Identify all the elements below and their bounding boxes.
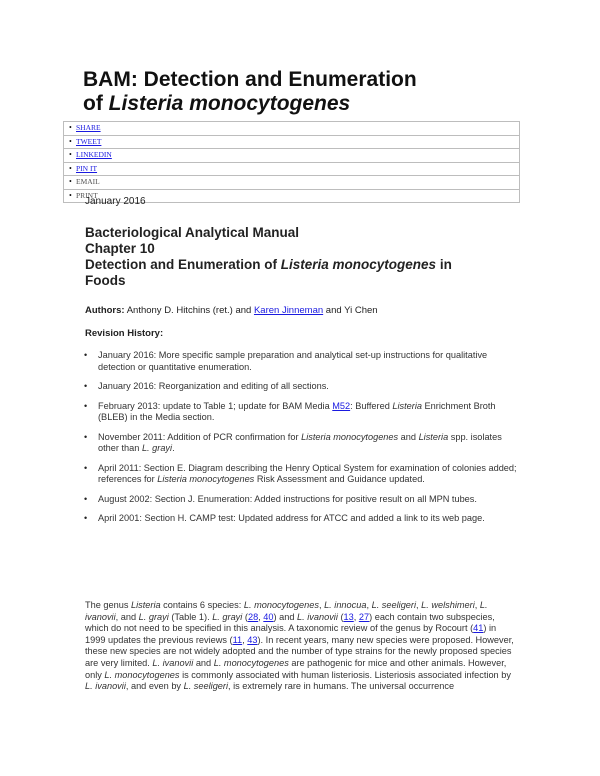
chapter-number: Chapter 10: [85, 241, 155, 256]
bullet-icon: •: [69, 136, 72, 146]
bullet-icon: •: [69, 177, 72, 186]
revision-text: November 2011: Addition of PCR confirmation for: [98, 431, 302, 442]
para-text: ,: [258, 611, 264, 622]
para-text: ,: [474, 600, 480, 610]
revision-text: Risk Assessment and Guidance updated.: [254, 474, 425, 484]
revision-text: January 2016: Reorganization and editing of all sections.: [98, 381, 329, 391]
bullet-icon: •: [69, 150, 72, 159]
chapter-heading: [85, 225, 525, 289]
share-row-email[interactable]: [63, 175, 520, 189]
share-row-tweet[interactable]: [63, 135, 520, 149]
title-line1: BAM: Detection and Enumeration: [83, 68, 417, 91]
authors-label: Authors:: [85, 305, 125, 316]
email-link[interactable]: EMAIL: [76, 177, 100, 186]
para-text: ,: [353, 611, 359, 622]
reference-link[interactable]: 13: [343, 611, 354, 622]
author-names-2: and Yi Chen: [323, 305, 378, 316]
share-bar: [63, 121, 520, 203]
share-row-share[interactable]: [63, 121, 520, 135]
pinit-link[interactable]: PIN IT: [76, 163, 98, 173]
revision-text: and: [398, 431, 419, 442]
para-italic: L. welshimeri: [421, 600, 475, 610]
para-italic: L. seeligeri: [183, 681, 229, 692]
para-italic: L. innocua: [324, 600, 367, 610]
revision-italic: Listeria monocytogenes: [157, 474, 255, 484]
para-italic: L. grayi: [138, 611, 169, 622]
reference-link[interactable]: 43: [247, 634, 258, 645]
intro-paragraph: [85, 600, 517, 693]
chapter-title-end: Foods: [85, 273, 126, 288]
bullet-icon: •: [69, 163, 72, 173]
reference-link[interactable]: 11: [232, 634, 243, 645]
revision-text: Enrichment Broth (BLEB) in the Media section.: [98, 400, 496, 422]
tweet-link[interactable]: TWEET: [76, 136, 102, 146]
para-italic: L. ivanovii: [85, 600, 488, 622]
revision-item: [80, 432, 520, 455]
chapter-title-prefix: Detection and Enumeration of: [85, 257, 281, 272]
para-text: is commonly associated with human listeriosis. Listeriosis associated infection by: [179, 669, 511, 680]
revision-history-heading: Revision History:: [85, 328, 164, 339]
para-text: ,: [242, 634, 248, 645]
para-text: The genus: [85, 600, 131, 610]
authors-line: [85, 305, 378, 316]
media-m52-link[interactable]: M52: [332, 400, 351, 411]
para-text: , and: [115, 611, 139, 622]
para-text: contains 6 species:: [160, 600, 244, 610]
para-italic: L. ivanovii: [297, 611, 338, 622]
revision-text: .: [172, 443, 175, 453]
author-names-1: Anthony D. Hitchins (ret.) and: [124, 305, 254, 316]
para-text: are pathogenic for mice and other animals. However, only: [85, 657, 507, 680]
manual-title: Bacteriological Analytical Manual: [85, 225, 300, 240]
para-text: ,: [416, 600, 422, 610]
revision-text: February 2013: update to Table 1; update for BAM Media: [98, 400, 333, 411]
para-text: ,: [318, 600, 325, 610]
para-italic: L. seeligeri: [371, 600, 417, 610]
para-italic: L. monocytogenes: [104, 669, 180, 680]
revision-text: April 2001: Section H. CAMP test: Updated address for ATCC and added a link to its web page.: [98, 513, 485, 523]
revision-item: [80, 401, 520, 424]
para-italic: Listeria: [130, 600, 161, 610]
revision-list: [80, 350, 520, 533]
revision-item: [80, 494, 520, 506]
chapter-title-italic: Listeria monocytogenes: [280, 257, 437, 272]
revision-item: [80, 350, 520, 373]
title-line2-prefix: of: [83, 92, 109, 115]
print-link[interactable]: PRINT: [76, 190, 98, 200]
share-row-pinit[interactable]: [63, 162, 520, 176]
bullet-icon: •: [69, 123, 72, 132]
para-text: (Table 1).: [168, 611, 213, 622]
para-text: ). In recent years, many new species were proposed. However, these new species are not widely adopted and the number of type strains for the newly proposed species are very limited.: [85, 634, 514, 668]
para-italic: L. ivanovii: [152, 657, 194, 668]
title-line2-italic: Listeria monocytogenes: [108, 92, 351, 115]
para-text: , is extremely rare in humans. The universal occurrence: [228, 681, 455, 692]
para-text: (: [242, 611, 248, 622]
reference-link[interactable]: 27: [358, 611, 370, 622]
publication-date: January 2016: [85, 196, 146, 207]
bullet-icon: •: [69, 190, 72, 200]
para-text: ) in 1999 updates the previous reviews (: [85, 623, 497, 645]
linkedin-link[interactable]: LINKEDIN: [76, 150, 112, 159]
revision-text: spp. isolates other than: [98, 431, 502, 453]
reference-link[interactable]: 40: [263, 611, 274, 622]
reference-link[interactable]: 41: [473, 623, 484, 634]
para-text: ) each contain two subspecies, which do not need to be specified in this analysis. A taxonomic review of the genus by Rocourt (: [85, 611, 495, 634]
author-link-karen-jinneman[interactable]: Karen Jinneman: [253, 305, 324, 316]
reference-link[interactable]: 28: [247, 611, 259, 622]
para-text: , and even by: [125, 681, 184, 692]
para-text: (: [337, 611, 344, 622]
revision-item: [80, 463, 520, 486]
chapter-title-suffix: in: [436, 257, 452, 272]
para-text: and: [193, 657, 214, 668]
revision-item: [80, 513, 520, 525]
revision-text: : Buffered: [350, 400, 393, 411]
share-link[interactable]: SHARE: [76, 123, 101, 132]
revision-italic: Listeria monocytogenes: [301, 431, 399, 442]
page-title: [83, 68, 417, 116]
para-text: ,: [366, 600, 372, 610]
revision-text: August 2002: Section J. Enumeration: Added instructions for positive result on all MPN tubes.: [98, 493, 477, 504]
para-italic: L. ivanovii: [85, 681, 126, 692]
revision-text: January 2016: More specific sample preparation and analytical set-up instructions for qualitative detection or quantitative enumeration.: [98, 350, 488, 372]
para-italic: L. grayi: [212, 611, 243, 622]
para-text: ) and: [273, 611, 298, 622]
share-row-linkedin[interactable]: [63, 148, 520, 162]
revision-italic: L. grayi: [141, 443, 173, 453]
revision-text: April 2011: Section E. Diagram describing the Henry Optical System for examination of colonies added; references for: [98, 462, 517, 484]
revision-italic: Listeria: [418, 431, 449, 442]
revision-italic: Listeria: [392, 400, 422, 411]
para-italic: L. monocytogenes: [243, 600, 319, 610]
para-italic: L. monocytogenes: [213, 657, 289, 668]
revision-item: [80, 381, 520, 393]
